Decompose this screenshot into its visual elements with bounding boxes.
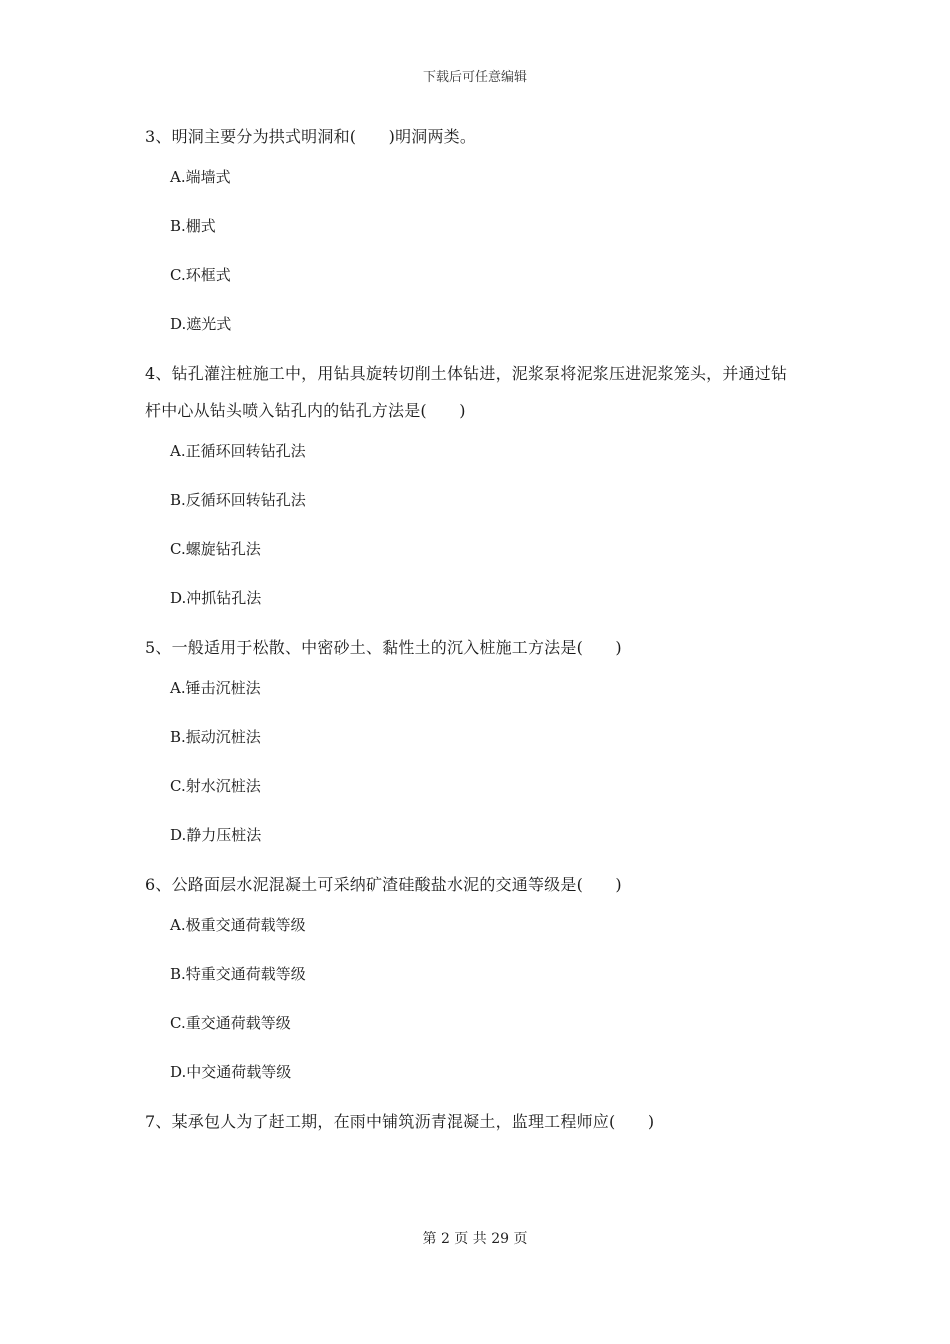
- question-6: [145, 868, 815, 1097]
- question-list: [145, 120, 815, 1138]
- question-stem: 5、一般适用于松散、中密砂土、黏性土的沉入桩施工方法是( ): [145, 638, 622, 657]
- option-list: [145, 901, 815, 1097]
- option-b: B.特重交通荷载等级: [170, 965, 306, 983]
- option-a: A.正循环回转钻孔法: [170, 442, 306, 460]
- option-c: C.螺旋钻孔法: [170, 540, 261, 558]
- option-a: A.端墙式: [170, 168, 231, 186]
- question-stem-line-2: 杆中心从钻头喷入钻孔内的钻孔方法是( ): [145, 401, 466, 420]
- option-d: D.中交通荷载等级: [170, 1063, 292, 1081]
- option-d: D.静力压桩法: [170, 826, 262, 844]
- question-stem: 3、明洞主要分为拱式明洞和( )明洞两类。: [145, 127, 477, 146]
- page-footer: 第 2 页 共 29 页: [422, 1231, 528, 1247]
- option-c: C.射水沉桩法: [170, 777, 261, 795]
- option-list: [145, 153, 815, 349]
- option-c: C.环框式: [170, 266, 231, 284]
- option-c: C.重交通荷载等级: [170, 1014, 291, 1032]
- page-header: 下载后可任意编辑: [422, 70, 527, 85]
- option-d: D.冲抓钻孔法: [170, 589, 262, 607]
- option-b: B.棚式: [170, 217, 216, 235]
- option-a: A.锤击沉桩法: [170, 679, 261, 697]
- question-5: [145, 631, 815, 860]
- option-list: [145, 664, 815, 860]
- option-list: [145, 427, 815, 623]
- option-d: D.遮光式: [170, 315, 232, 333]
- question-7: [145, 1105, 815, 1138]
- option-b: B.反循环回转钻孔法: [170, 491, 306, 509]
- question-stem: 6、公路面层水泥混凝土可采纳矿渣硅酸盐水泥的交通等级是( ): [145, 875, 622, 894]
- option-a: A.极重交通荷载等级: [170, 916, 306, 934]
- question-stem-line-1: 4、钻孔灌注桩施工中，用钻具旋转切削土体钻进，泥浆泵将泥浆压进泥浆笼头，并通过钻: [145, 364, 788, 383]
- option-b: B.振动沉桩法: [170, 728, 261, 746]
- question-3: [145, 120, 815, 349]
- question-stem: 7、某承包人为了赶工期，在雨中铺筑沥青混凝土，监理工程师应( ): [145, 1112, 655, 1131]
- question-4: [145, 357, 815, 623]
